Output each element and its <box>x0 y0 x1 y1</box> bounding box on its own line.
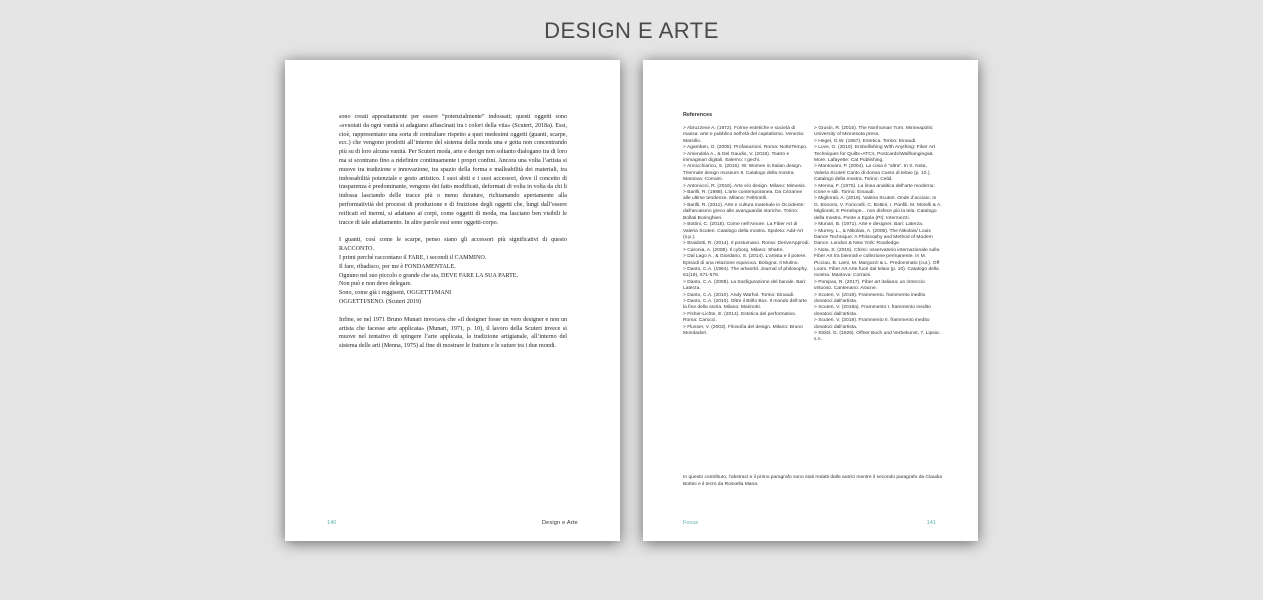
reference-item: > Scuteri, V. (2018). Frammento. frammento inedito donatoci dall’artista. <box>814 292 926 304</box>
reference-item: > Dal Lago A., & Giordano, S. (2014). L’artista e il potere. Episodi di una relazione equivoca. Bologna: Il Mulino. <box>683 254 807 266</box>
reference-item: > Fisher-Lichte, E. (2014). Estetica del performativo. Roma: Carocci. <box>683 311 797 324</box>
reference-item: > Flusser, V. (2003). Filosofia del design. Milano: Bruno Mondadori. <box>683 324 803 336</box>
reference-item: > Danto, C.A. (2010). Andy Warhol. Torino: Einaudi. <box>683 292 795 298</box>
quote-line: I primi perché raccontano il FARE, i secondi il CAMMINO. <box>339 254 487 261</box>
page-title: DESIGN E ARTE <box>544 18 719 43</box>
reference-item: > Barilli, R. (2011). Arte e cultura materiale in Occidente: dall’arcaismo greco alle avanguardie storiche. Torino: Bollati Boringhieri. <box>683 202 805 221</box>
reference-item: > Migliorati, A. (2016). Valeria Scuteri. Onde d’acciaio. In G. Bonomi, V. Foriccelli, C. Bottini, I. Panfili, M. Morelli & A. Migliorati, E Penelope... non disfece più la tela. Catalogo della mostra. Ponte a Egola (PI): Intermezzi. <box>814 196 942 221</box>
left-page <box>285 60 620 541</box>
reference-item: > Danto, C.A. (1964). The artworld. Journal of philosophy, 61(19), 571-578. <box>683 266 808 279</box>
reference-item: > Scuteri, V. (2018a). Frammento I. frammento inedito donatoci dall’artista. <box>814 305 931 317</box>
quote-line: Non può e non deve delegare. <box>339 281 412 288</box>
section-label: Focus <box>683 520 699 526</box>
reference-item: > Murrey, L., & Nikolais, A. (2005). The Nikolais/ Louis Dance Technique: A Philosophy and Method of Modern Dance. London & New York: Routledge. <box>814 228 933 247</box>
reference-item: > Caronia, A. (2008). Il cyborg. Milano: ShaKe. <box>683 247 784 253</box>
reference-item: > Barilli, R. (1988). L’arte contemporanea. Da Cézanne alle ultime tendenze. Milano: Feltrinelli. <box>683 190 803 202</box>
quote-line: OGGETTI/SENO. (Scuteri 2019) <box>339 298 422 305</box>
reference-item: > Annicchiarico, S. (2016). W. Women in Italian design. Triennale design museum 9. Catalogo della mostra. Mantova: Corraini. <box>683 164 803 183</box>
body-paragraph-1: sono creati appositamente per essere “potenzialmente” indossati; questi oggetti sono «svuotati da ogni vanità si adagiano affascinati tra i colori della vita» (Scuteri, 2018a). Essi, cioè, rappresentano una sorta di contraltare rispetto a quei medesimi oggetti (guanti, scarpe, ecc.) che vengono prodotti all’interno del sistema della moda una e getta non concentrando più su di loro alcuna vanità. Per Scuteri moda, arte e design non soltanto dialogano tra di loro ma si scontrano fino a ridefinire continuamente i propri confini. Ancora una volta l’artista si muove tra tradizione e innovazione, tra spazio della forma e malleabilità dei materiali, tra indossabilità potenziale e gesto artistico. I suoi abiti e i suoi accessori, dove il concetto di trasparenza è predominante, vengono dei fatto modificati, deformati di volta in volta da chi li indossa lasciando delle tracce più o meno durature, richiamando apertamente alla performatività dei processi di produzione e di fruizione degli oggetti che, lungi dall’essere reificati ed inermi, si adattano ai corpi, come oggetti di moda, ma lasciano ben visibili le tracce di tale adattamento. In altre parole essi sono oggetti-corpo. <box>339 114 567 226</box>
reference-item: > Munari, B. (1971). Arte e designer. Bari: Laterza. <box>814 222 924 228</box>
reference-item: > Hegel, G.W. (1967). Estetica. Torino: Einaudi. <box>814 138 917 144</box>
reference-item: > Braidotti, R. (2014). Il postumano. Roma: DeriveApprodi. <box>683 241 810 247</box>
body-paragraph-2: Infine, se nel 1971 Bruno Munari invocava che «il designer fosse un vero designer e non un artista che facesse arte applicata» (Munari, 1971, p. 10), il lavoro della Scuteri invece si muove nel tentativo di spingere l’arte applicata, la tradizione artigianale, all’interno del sistema delle arti (Menna, 1975) al fine di mostrare le fratture e le suture tra i due mondi. <box>339 316 567 350</box>
references-heading: References <box>683 112 713 118</box>
reference-item: > Stölzl, G. (1926). Offner Buch und Verbekunst, 7. Lipsia: s.n. <box>814 331 940 343</box>
reference-item: > Amendola A., & Del Gaudio, V. (2018). Teatro e immaginari digitali. Salerno: I gechi. <box>683 151 790 164</box>
quote-line: Sono, come già i reggiseni, OGGETTI/MANI <box>339 290 452 297</box>
references-column-2 <box>814 126 942 344</box>
quote-line: Il fare, ribadisco, per me è FONDAMENTALE. <box>339 263 456 270</box>
page-number: 141 <box>926 520 936 526</box>
quote-block <box>339 236 567 306</box>
reference-item: > Antonucci, R. (2016). Arte e/o design. Milano: Mimesis. <box>683 183 807 189</box>
reference-item: > Menna, F. (1975). La linea analitica dell’arte moderna: Icone e stili. Torino: Einaudi. <box>814 183 935 196</box>
left-page-body <box>339 113 567 360</box>
author-footnote: In questo contributo, l’abstract e il primo paragrafo sono stati redatti dalle autrici mentre il secondo paragrafo da Claudia Bottini e il terzo da Rossella Mana. <box>683 475 943 487</box>
quote-line: Ognuno nel suo piccolo o grande che sia, DEVE FARE LA SUA PARTE. <box>339 272 519 279</box>
reference-item: > Abruzzese A. (1972). Forme estetiche e società di massa: arte e pubblico nell’età del capitalismo. Venezia: Marsilio. <box>683 126 805 144</box>
reference-item: > Danto, C.A. (2010). Oltre il Brillo Box. Il mondo dell’arte la fine della storia. Milano: Marinotti. <box>683 298 807 311</box>
reference-item: > Mantovani, P. (2004). La cosa è “altra”. In S. Nota, Valeria Scuteri Canto di donna Canto di telaio (p. 10.). Catalogo della mostra. Torino: Celid. <box>814 164 931 183</box>
reference-item: > Nota, S. (2015). Chimi: osservatorio internazionale sulla Fiber Art tra biennali e collezione permanente. In M. Picciau, B. Lami, M. Margozzi & L. Predominato (cur.). Off Loom, Fiber Art Arte fuori dal telaio (p. 10). Catalogo della mostra. Mantova: Corraini. <box>814 247 940 279</box>
running-header: Design e Arte <box>541 520 578 526</box>
reference-item: > Scuteri, V. (2019). Frammento II. frammento inedito donatoci dall’artista. <box>814 318 930 330</box>
reference-item: > Danto, C.A. (2008). La trasfigurazione del banale. Bari: Laterza. <box>683 279 807 292</box>
page-number: 140 <box>327 520 337 526</box>
quote-line: I guanti, così come le scarpe, penso siano gli accessori più significativi di questo RACCONTO. <box>339 237 567 253</box>
reference-item: > Bottini, C. (2015). Come nell’Amore. La Fiber Art di Valeria Scuteri. Catalogo della mostra. Spoleto: Add-Art (s.p.). <box>683 222 804 240</box>
references-column-1 <box>683 126 811 337</box>
reference-item: > Grusin, R. (2015). The Nonhuman Turn. Minneapolis: University of Minnesota press. <box>814 126 934 138</box>
right-page <box>643 60 978 541</box>
reference-item: > Agamben, G. (2005). Profanazioni. Roma: NotteTempo. <box>683 145 808 151</box>
reference-item: > Pompas, R. (2017). Fiber art italiana: un intreccio virtuoso. Cantenano: Aracne. <box>814 279 925 292</box>
reference-item: > Love, G. (2010). Embellishing With Anything: Fiber Art Techniques for Quilts~ATCs, Postcards\Wallhangings& More. Lafayette: Cat Publishing. <box>814 145 936 164</box>
